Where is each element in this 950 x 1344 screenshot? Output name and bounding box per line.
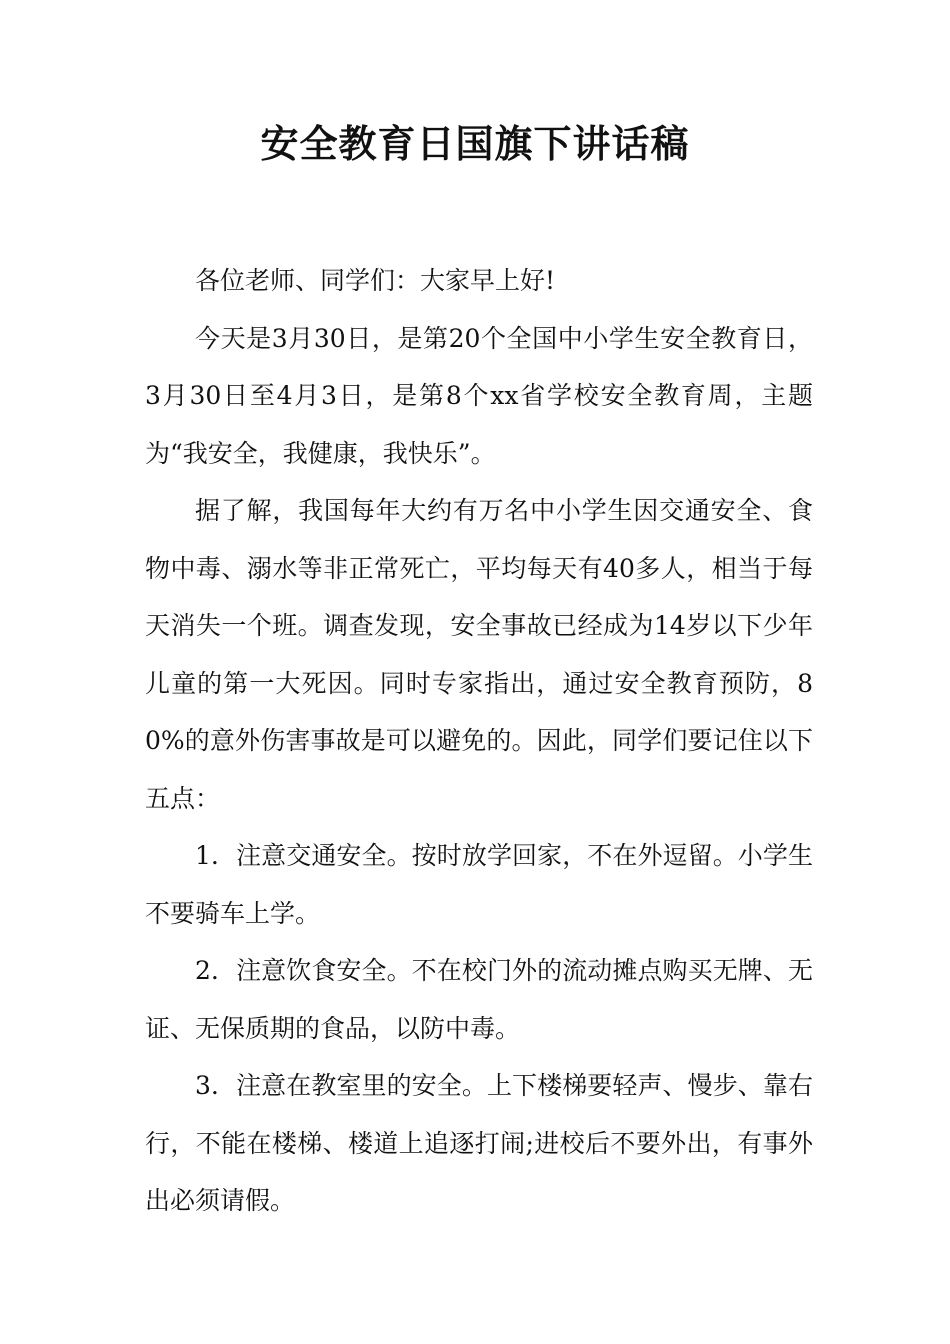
- document-body: [145, 252, 813, 1230]
- point-traffic-paragraph: 1．注意交通安全。按时放学回家，不在外逗留。小学生不要骑车上学。: [145, 841, 813, 928]
- point-classroom-paragraph: 3．注意在教室里的安全。上下楼梯要轻声、慢步、靠右行，不能在楼梯、楼道上追逐打闹;进校后不要外出，有事外出必须请假。: [145, 1071, 813, 1215]
- intro-paragraph: 今天是3月30日，是第20个全国中小学生安全教育日，3月30日至4月3日，是第8个xx省学校安全教育周，主题为“我安全，我健康，我快乐”。: [145, 323, 813, 468]
- greeting-paragraph: 各位老师、同学们：大家早上好!: [195, 266, 556, 295]
- point-food-paragraph: 2．注意饮食安全。不在校门外的流动摊点购买无牌、无证、无保质期的食品，以防中毒。: [145, 956, 813, 1043]
- document-title: 安全教育日国旗下讲话稿: [260, 121, 690, 166]
- statistics-paragraph: 据了解，我国每年大约有万名中小学生因交通安全、食物中毒、溺水等非正常死亡，平均每天有40多人，相当于每天消失一个班。调查发现，安全事故已经成为14岁以下少年儿童的第一大死因。同时专家指出，通过安全教育预防，80%的意外伤害事故是可以避免的。因此，同学们要记住以下五点：: [145, 496, 813, 813]
